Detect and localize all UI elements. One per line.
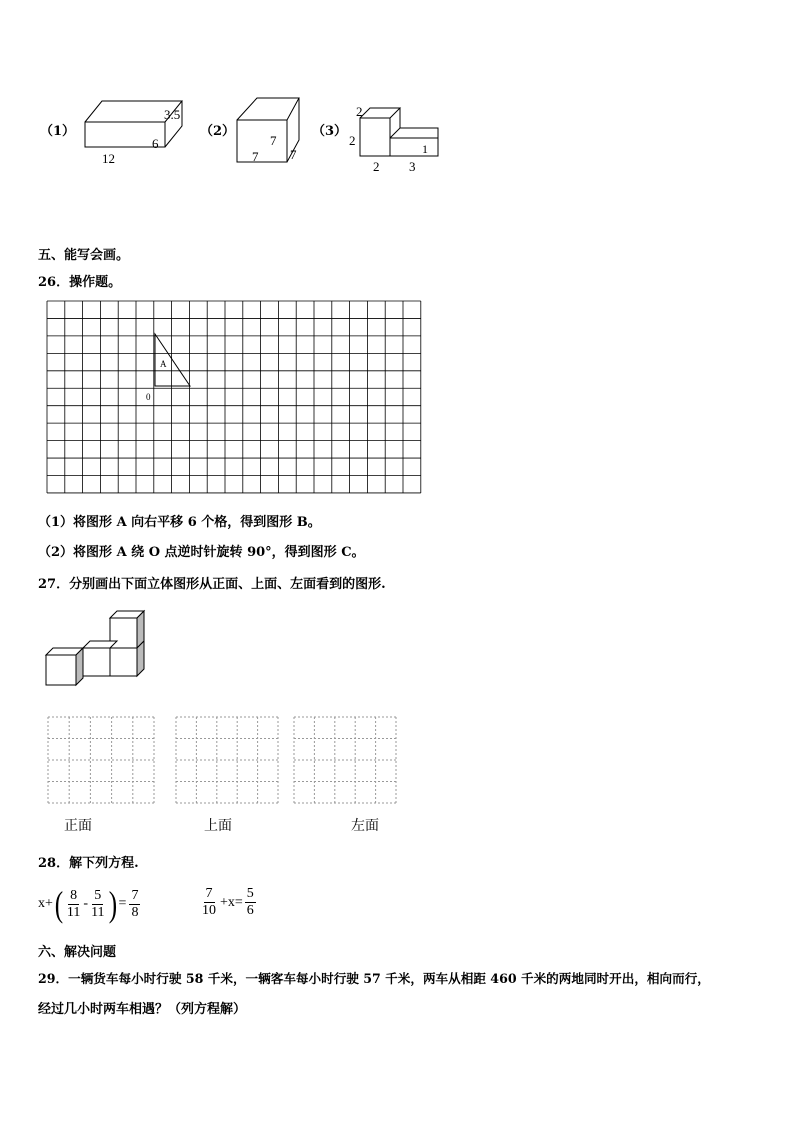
q28-title: 28．解下列方程. xyxy=(38,856,139,871)
front-view-grid xyxy=(47,716,155,804)
cube-stack-figure xyxy=(40,608,155,690)
figure-2-label: （2） xyxy=(200,124,236,139)
eq1-fraction-2: $\frac{5}{11}$ xyxy=(91,887,105,920)
fig3-dim-top: 2 xyxy=(356,104,363,119)
fig3-dim-base1: 2 xyxy=(373,159,380,174)
q26-title: 26．操作题。 xyxy=(38,275,122,290)
view-label-left: 左面 xyxy=(351,818,379,834)
composite-figure-3 xyxy=(345,100,445,175)
equation-1: x+ ( $\frac{8}{11}$ - $\frac{5}{11}$ ) = $\frac{7}{8}$ xyxy=(38,884,139,924)
fig2-dim-b: 7 xyxy=(252,149,259,164)
grid-label-o: 0 xyxy=(146,392,151,402)
q27-title: 27．分别画出下面立体图形从正面、上面、左面看到的图形. xyxy=(38,577,386,592)
fig2-dim-a: 7 xyxy=(270,133,277,148)
q26-task-2: （2）将图形 A 绕 O 点逆时针旋转 90°，得到图形 C。 xyxy=(38,545,365,560)
figure-3-label: （3） xyxy=(312,124,348,139)
q26-grid xyxy=(45,299,425,495)
equation-2: $\frac{7}{10}$ +x= $\frac{5}{6}$ xyxy=(202,886,254,918)
fig3-dim-left: 2 xyxy=(349,133,356,148)
section-5-heading: 五、能写会画。 xyxy=(38,248,130,263)
eq1-fraction-1: $\frac{8}{11}$ xyxy=(66,887,81,920)
left-view-grid xyxy=(293,716,397,804)
fig3-dim-small: 1 xyxy=(422,142,428,156)
grid-label-a: A xyxy=(160,359,167,369)
fig3-dim-base2: 3 xyxy=(409,159,416,174)
fig1-dim-length: 12 xyxy=(102,151,115,166)
eq2-fraction: $\frac{7}{10}$ xyxy=(202,886,216,918)
q29-line-1: 29．一辆货车每小时行驶 58 千米，一辆客车每小时行驶 57 千米，两车从相距 460 千米的两地同时开出，相向而行， xyxy=(38,971,710,986)
eq2-result: $\frac{5}{6}$ xyxy=(246,886,254,918)
figure-1-label: （1） xyxy=(40,124,76,139)
cuboid-figure-1 xyxy=(80,95,190,170)
fig2-dim-c: 7 xyxy=(290,147,297,162)
q26-task-1: （1）将图形 A 向右平移 6 个格，得到图形 B。 xyxy=(38,515,321,530)
eq1-lhs: x+ xyxy=(38,896,53,911)
section-6-heading: 六、解决问题 xyxy=(38,945,117,960)
top-view-grid xyxy=(175,716,279,804)
view-label-top: 上面 xyxy=(204,818,232,834)
view-label-front: 正面 xyxy=(64,818,92,834)
eq1-result: $\frac{7}{8}$ xyxy=(131,887,139,920)
fig1-dim-height: 3.5 xyxy=(164,107,181,122)
fig1-dim-depth: 6 xyxy=(152,136,159,151)
q29-line-2: 经过几小时两车相遇？（列方程解） xyxy=(38,1002,247,1017)
